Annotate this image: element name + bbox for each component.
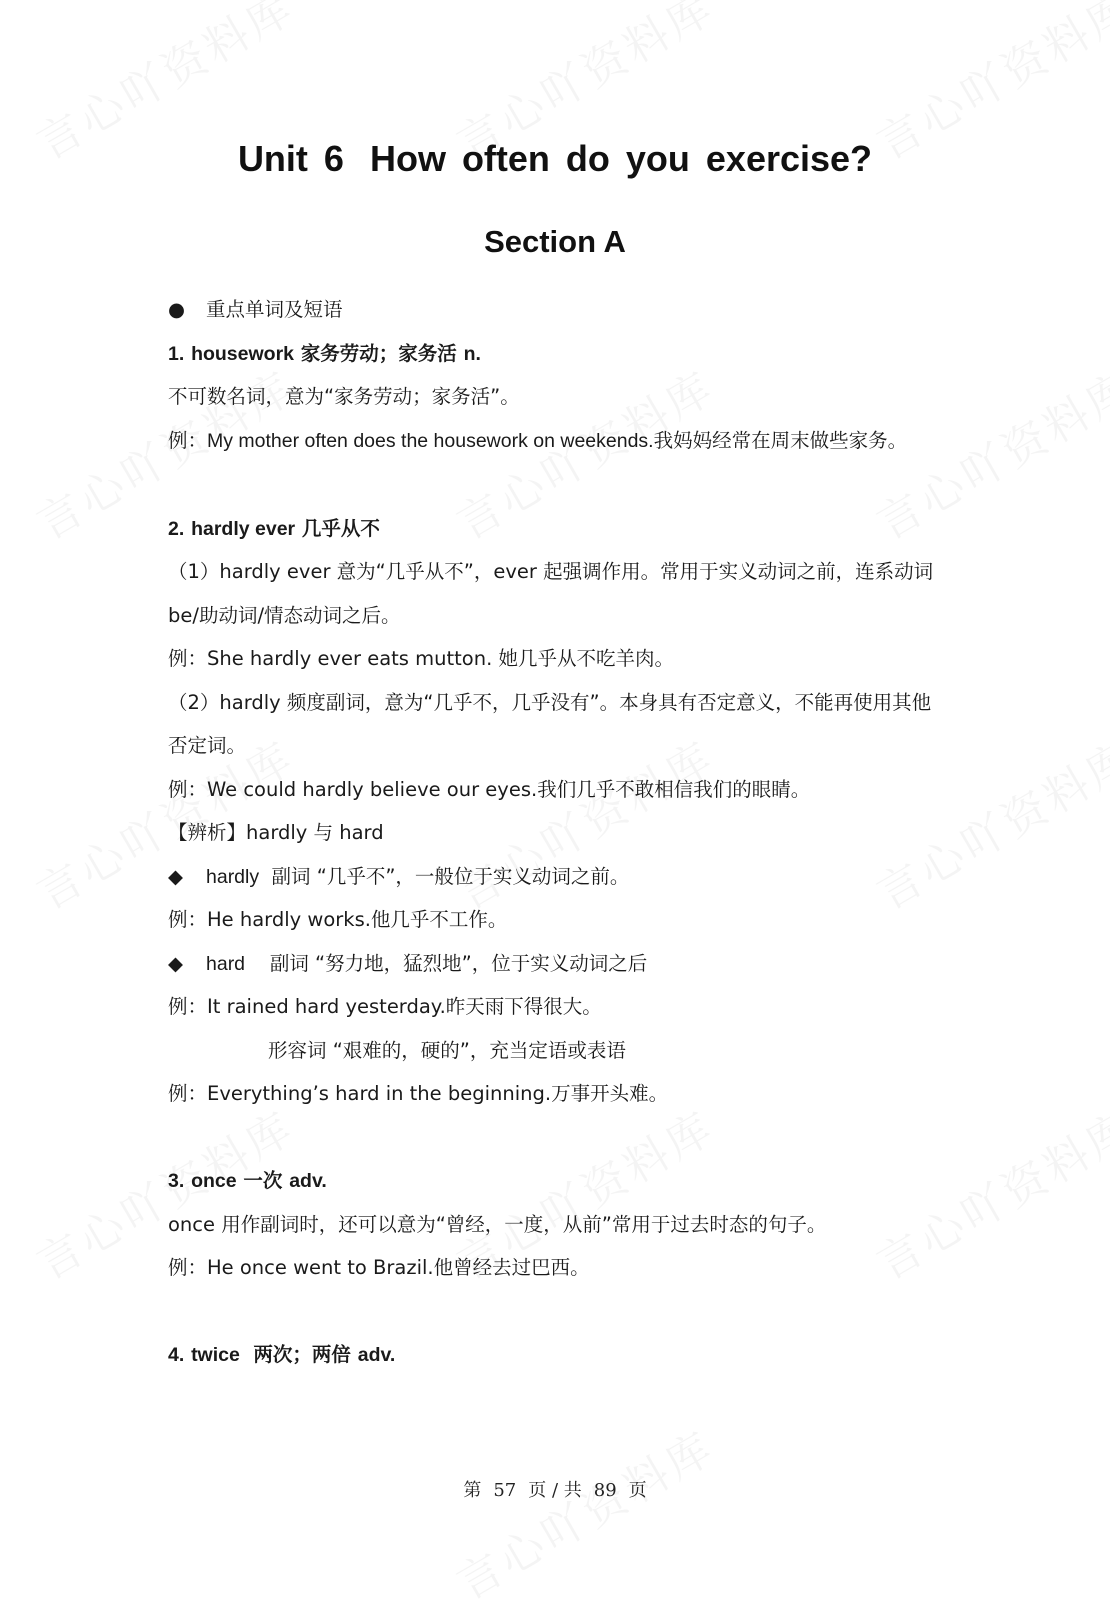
vocab-explanation: （1）hardly ever 意为“几乎从不”，ever 起强调作用。常用于实义动词之前，连系动词 be/助动词/情态动词之后。 [168,560,934,627]
comparison-adjective: 形容词 “艰难的，硬的”，充当定语或表语 [268,1038,626,1062]
unit-question: How often do you exercise? [369,138,873,179]
vocab-heading-housework: 1. housework 家务劳动；家务活 n. [168,341,481,365]
section-title: Section A [484,224,626,259]
comparison-item-hardly: ◆ hardly 副词 “几乎不”，一般位于实义动词之前。 [168,855,943,899]
comparison-heading: 【辨析】hardly 与 hard [168,821,384,844]
example-sentence: 例：She hardly ever eats mutton. 她几乎从不吃羊肉。 [168,647,674,670]
example-sentence: 例：He hardly works.他几乎不工作。 [168,908,508,931]
vocab-heading-hardly-ever: 2. hardly ever 几乎从不 [168,516,380,540]
section-heading-text: 重点单词及短语 [206,298,343,321]
vocab-explanation: 不可数名词，意为“家务劳动；家务活”。 [168,385,520,408]
vocab-heading-twice: 4. twice 两次；两倍 adv. [168,1343,396,1366]
example-sentence: 例：It rained hard yesterday.昨天雨下得很大。 [168,995,602,1018]
watermark [443,1412,724,1611]
example-sentence: 例：He once went to Brazil.他曾经去过巴西。 [168,1256,590,1279]
comparison-item-hard: ◆ hard 副词 “努力地，猛烈地”，位于实义动词之后 [168,942,943,986]
page-total: 89 [593,1480,617,1501]
example-sentence: 例：My mother often does the housework on weekends.我妈妈经常在周末做些家务。 [168,428,908,452]
diamond-icon: ◆ [168,864,183,888]
vocab-explanation: （2）hardly 频度副词，意为“几乎不，几乎没有”。本身具有否定意义，不能再使用其他否定词。 [168,690,932,757]
unit-label: Unit 6 [237,138,344,179]
diamond-icon: ◆ [168,951,183,975]
example-sentence: 例：Everything’s hard in the beginning.万事开头难。 [168,1082,669,1105]
page-footer: 第 57 页 / 共 89 页 [463,1480,647,1501]
bullet-icon: ● [168,298,186,321]
example-sentence: 例：We could hardly believe our eyes.我们几乎不敢相信我们的眼睛。 [168,777,811,801]
section-heading [168,288,943,332]
vocab-explanation: once 用作副词时，还可以意为“曾经，一度，从前”常用于过去时态的句子。 [168,1212,827,1236]
document-body [168,288,943,1377]
page-title [0,138,1110,180]
vocab-heading-once: 3. once 一次 adv. [168,1169,327,1192]
page-number: 57 [493,1480,517,1501]
